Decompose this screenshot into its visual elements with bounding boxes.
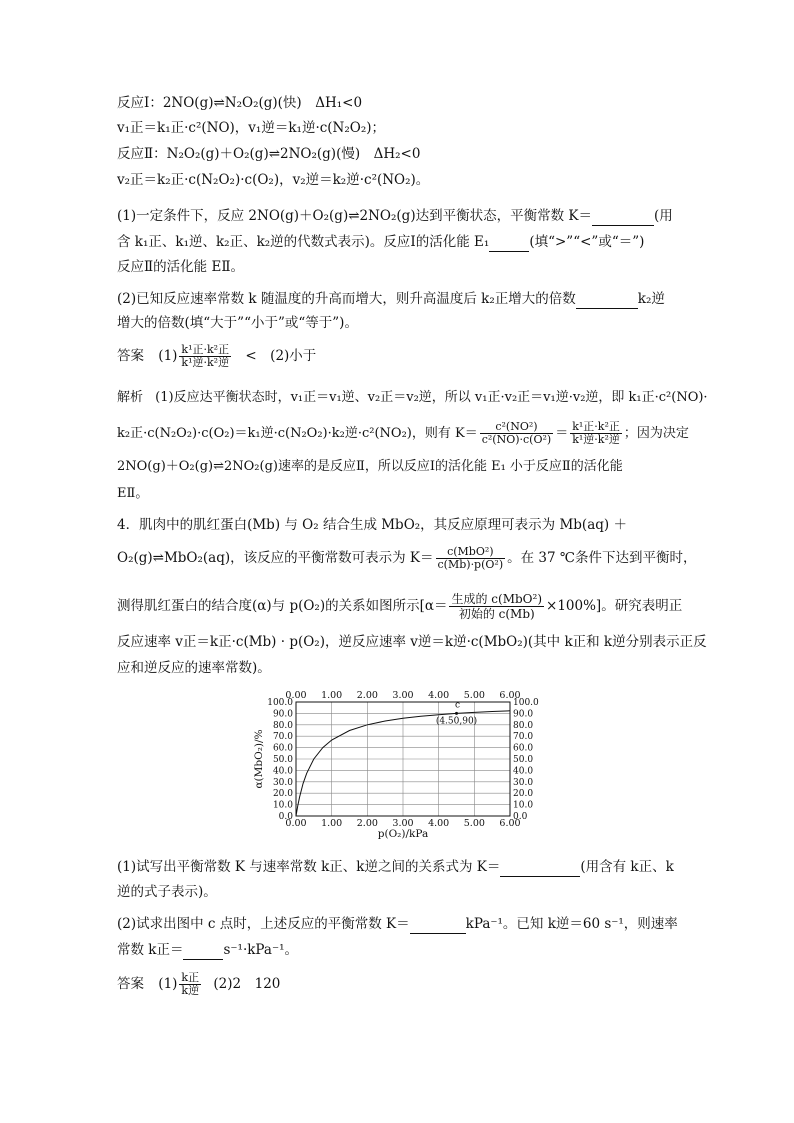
y-tick-label-left: 100.0 xyxy=(267,698,293,708)
y-tick-label-left: 10.0 xyxy=(272,800,293,811)
question-2-line-2: 增大的倍数(填“大于”“小于”或“等于”)。 xyxy=(117,315,358,331)
x-tick-label-top: 1.00 xyxy=(321,690,343,701)
question-text: (2)试求出图中 c 点时，上述反应的平衡常数 K＝ xyxy=(117,916,410,932)
x-axis-label: p(O₂)/kPa xyxy=(377,828,429,840)
problem-text: 测得肌红蛋白的结合度(α)与 p(O₂)的关系如图所示[α＝ xyxy=(117,598,448,614)
solution-text: k₂正·c(N₂O₂)·c(O₂)＝k₁逆·c(N₂O₂)·k₂逆·c²(NO₂)，则有 K＝ xyxy=(117,426,478,441)
answer-1 xyxy=(117,344,316,369)
x-tick-label-top: 0.00 xyxy=(285,690,307,701)
fraction-denominator: c(Mb)·p(O²) xyxy=(437,558,504,571)
question-4-2-line-1 xyxy=(117,913,678,934)
x-tick-label-bottom: 4.00 xyxy=(428,818,450,829)
equilibrium-fraction xyxy=(480,421,553,446)
question-text: (1)试写出平衡常数 K 与速率常数 k正、k逆之间的关系式为 K＝ xyxy=(117,859,501,875)
q1b-tail: (填“>”“<”或“＝”) xyxy=(529,234,645,250)
x-tick-label-bottom: 3.00 xyxy=(392,818,414,829)
fraction-denominator: k¹逆·k²逆 xyxy=(572,433,620,446)
question-1-line-3: 反应Ⅱ的活化能 EⅡ。 xyxy=(117,259,244,275)
problem-4-line-3 xyxy=(117,592,682,621)
y-tick-label-right: 100.0 xyxy=(513,698,539,708)
y-tick-label-left: 60.0 xyxy=(272,743,293,754)
fraction-denominator: k¹逆·k²逆 xyxy=(181,356,230,369)
fraction-numerator: c(MbO²) xyxy=(436,546,506,559)
fraction-denominator: c²(NO)·c(O²) xyxy=(481,433,552,446)
question-4-2-line-2 xyxy=(117,939,298,960)
question-2-line-1 xyxy=(117,288,665,309)
solution-text: ；因为决定 xyxy=(623,426,689,441)
fraction-numerator: k正 xyxy=(181,971,200,984)
binding-degree-chart xyxy=(252,684,552,854)
rate-eq-1: v₁正＝k₁正·c²(NO)，v₁逆＝k₁逆·c(N₂O₂)； xyxy=(117,120,386,136)
x-tick-label-top: 5.00 xyxy=(463,690,485,701)
answer-blank xyxy=(410,913,466,934)
x-tick-label-bottom: 6.00 xyxy=(499,818,521,829)
problem-text: 。在 37 ℃条件下达到平衡时， xyxy=(507,550,697,566)
problem-4-line-1: 4．肌肉中的肌红蛋白(Mb) 与 O₂ 结合生成 MbO₂，其反应原理可表示为 Mb(aq) ＋ xyxy=(117,517,627,533)
rate-eq-2: v₂正＝k₂正·c(N₂O₂)·c(O₂)，v₂逆＝k₂逆·c²(NO₂)。 xyxy=(117,172,430,188)
y-tick-label-right: 0.0 xyxy=(513,812,528,822)
y-tick-label-right: 30.0 xyxy=(513,777,534,788)
y-tick-label-right: 80.0 xyxy=(513,720,534,731)
answer-part: (1) xyxy=(158,976,178,992)
y-tick-label-right: 10.0 xyxy=(513,800,534,811)
answer-part: < (2)小于 xyxy=(245,348,317,364)
q2-text: (2)已知反应速率常数 k 随温度的升高而增大，则升高温度后 k₂正增大的倍数 xyxy=(117,291,576,307)
y-tick-label-left: 30.0 xyxy=(272,777,293,788)
x-tick-label-bottom: 2.00 xyxy=(356,818,378,829)
x-tick-label-bottom: 5.00 xyxy=(463,818,485,829)
y-tick-label-left: 20.0 xyxy=(272,789,293,800)
solution-line-2 xyxy=(117,421,689,446)
answer-blank xyxy=(576,288,638,309)
solution-label: 解析 xyxy=(117,390,144,405)
solution-line-3: 2NO(g)＋O₂(g)⇌2NO₂(g)速率的是反应Ⅱ，所以反应Ⅰ的活化能 E₁ 小于反应Ⅱ的活化能 xyxy=(117,459,623,474)
answer-blank xyxy=(592,205,654,226)
question-text: kPa⁻¹。已知 k逆＝60 s⁻¹，则速率 xyxy=(465,916,678,932)
fraction-numerator: k¹正·k²正 xyxy=(572,420,620,433)
question-4-1-line-1 xyxy=(117,856,674,877)
y-tick-label-left: 80.0 xyxy=(272,720,293,731)
question-text: s⁻¹·kPa⁻¹。 xyxy=(223,942,298,958)
y-axis-label: α(MbO₂)/% xyxy=(253,729,265,789)
answer-fraction xyxy=(179,972,201,997)
answer-blank xyxy=(489,231,529,252)
question-1-line-1 xyxy=(117,205,673,226)
x-tick-label-bottom: 1.00 xyxy=(321,818,343,829)
y-tick-label-right: 50.0 xyxy=(513,755,534,765)
y-tick-label-left: 0.0 xyxy=(278,812,293,822)
y-tick-label-left: 70.0 xyxy=(272,732,293,743)
x-tick-label-top: 6.00 xyxy=(499,690,521,701)
rate-constant-fraction xyxy=(570,421,622,446)
question-text: (用含有 k正、k xyxy=(580,859,674,875)
point-c-label: c xyxy=(454,700,461,711)
point-c-coord: (4.50,90) xyxy=(435,716,478,727)
answer-part: (2)2 120 xyxy=(213,976,281,992)
fraction-denominator: 初始的 c(Mb) xyxy=(458,607,535,621)
y-tick-label-right: 90.0 xyxy=(513,709,534,720)
y-tick-label-left: 40.0 xyxy=(272,766,293,777)
x-tick-label-top: 2.00 xyxy=(356,690,378,701)
answer-label: 答案 xyxy=(117,976,144,992)
answer-part: (1) xyxy=(158,348,178,364)
problem-4-line-4: 反应速率 v正＝k正·c(Mb) · p(O₂)，逆反应速率 v逆＝k逆·c(MbO₂)(其中 k正和 k逆分别表示正反 xyxy=(117,634,707,650)
q1-text: (1)一定条件下，反应 2NO(g)＋O₂(g)⇌2NO₂(g)达到平衡状态，平衡常数 K＝ xyxy=(117,208,592,224)
question-text: 常数 k正＝ xyxy=(117,942,184,958)
y-tick-label-left: 90.0 xyxy=(272,709,293,720)
y-tick-label-left: 50.0 xyxy=(272,755,293,765)
fraction-numerator: k¹正·k²正 xyxy=(181,343,230,356)
problem-text: O₂(g)⇌MbO₂(aq)，该反应的平衡常数可表示为 K＝ xyxy=(117,550,434,566)
reaction-2: 反应Ⅱ：N₂O₂(g)＋O₂(g)⇌2NO₂(g)(慢) ΔH₂<0 xyxy=(117,146,421,162)
x-tick-label-top: 3.00 xyxy=(392,690,414,701)
answer-blank xyxy=(500,856,580,877)
question-4-1-line-2: 逆的式子表示)。 xyxy=(117,884,217,900)
point-c-marker xyxy=(455,712,458,715)
solution-text: (1)反应达平衡状态时，v₁正＝v₁逆、v₂正＝v₂逆，所以 v₁正·v₂正＝v₁逆·v₂逆，即 k₁正·c²(NO)· xyxy=(155,390,708,405)
solution-line-4: EⅡ。 xyxy=(117,486,149,501)
x-tick-label-top: 4.00 xyxy=(428,690,450,701)
q1b-text: 含 k₁正、k₁逆、k₂正、k₂逆的代数式表示)。反应Ⅰ的活化能 E₁ xyxy=(117,234,490,250)
answer-label: 答案 xyxy=(117,348,144,364)
x-tick-label-bottom: 0.00 xyxy=(285,818,307,829)
answer-2 xyxy=(117,972,280,997)
question-1-line-2 xyxy=(117,231,644,252)
problem-4-line-2 xyxy=(117,546,697,571)
fraction-numerator: 生成的 c(MbO²) xyxy=(451,592,543,606)
problem-text: ×100%]。研究表明正 xyxy=(546,598,683,614)
fraction-denominator: k逆 xyxy=(181,984,200,997)
problem-4-line-5: 应和逆反应的速率常数)。 xyxy=(117,660,271,676)
q1-tail: (用 xyxy=(653,208,673,224)
alpha-expression xyxy=(449,592,544,621)
y-tick-label-right: 40.0 xyxy=(513,766,534,777)
equals-sign: ＝ xyxy=(555,426,569,441)
answer-blank xyxy=(183,939,223,960)
k-expression xyxy=(436,546,506,571)
chart-root xyxy=(253,690,539,840)
y-tick-label-right: 20.0 xyxy=(513,789,534,800)
fraction-numerator: c²(NO²) xyxy=(480,421,553,434)
reaction-1: 反应Ⅰ：2NO(g)⇌N₂O₂(g)(快) ΔH₁<0 xyxy=(117,95,363,111)
y-tick-label-right: 60.0 xyxy=(513,743,534,754)
q2-tail: k₂逆 xyxy=(637,291,665,307)
solution-line-1 xyxy=(117,388,708,408)
answer-fraction xyxy=(179,344,231,369)
y-tick-label-right: 70.0 xyxy=(513,732,534,743)
